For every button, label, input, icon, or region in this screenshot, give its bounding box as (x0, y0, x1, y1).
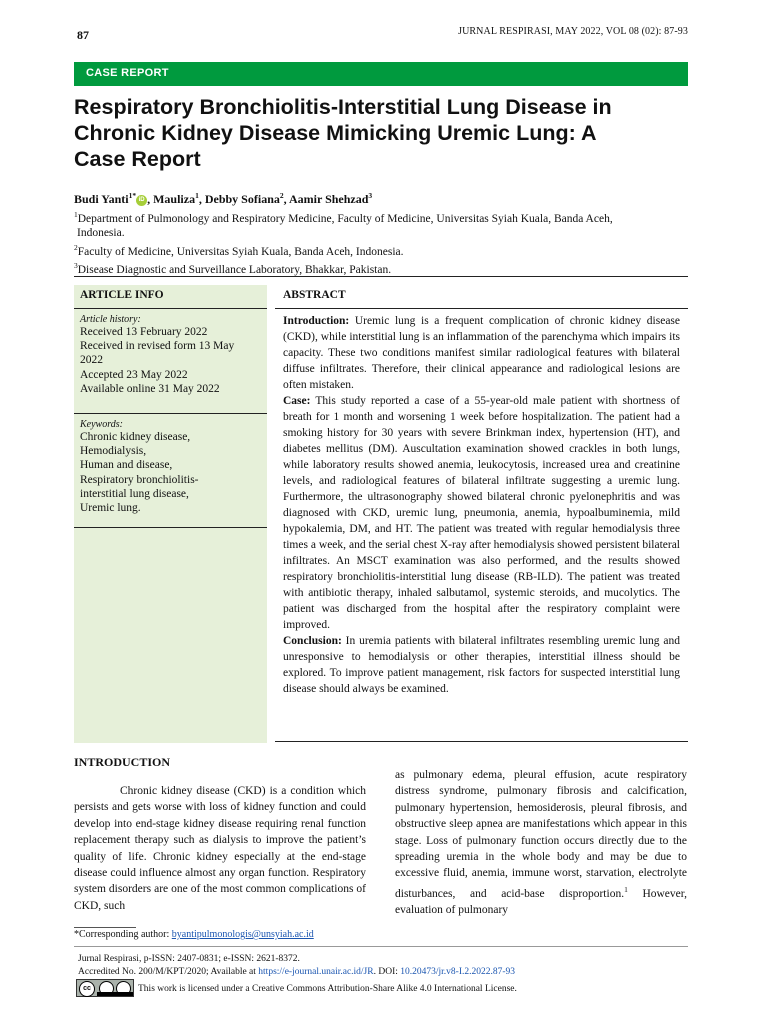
abstract-label: Case: (283, 395, 311, 407)
keyword-item: Uremic lung. (80, 502, 141, 515)
affiliation (74, 226, 694, 241)
article-info-heading: ARTICLE INFO (80, 289, 164, 301)
abstract-label: Conclusion: (283, 635, 342, 647)
keyword-item: Hemodialysis, (80, 445, 147, 458)
affiliation-sup: 2 (74, 242, 78, 252)
abstract-text: Uremic lung is a frequent complication of chronic kidney disease (CKD), while interstitial lung is an inflammation of the parenchyma which impairs its capacity. These two conditions manifest similar radiological features with bilateral diffuse infiltrates. Therefore, their clinical appearance and radiological lesions are often mistaken. (283, 315, 680, 391)
journal-header: JURNAL RESPIRASI, MAY 2022, VOL 08 (02): 87-93 (458, 26, 688, 37)
page-number: 87 (77, 28, 89, 42)
divider (74, 276, 688, 277)
author-email-link[interactable]: byantipulmonologis@unsyiah.ac.id (171, 929, 314, 940)
author-sup: 3 (368, 191, 373, 200)
author-sup: 1 (195, 191, 199, 200)
reference-sup[interactable]: 1 (624, 884, 628, 894)
history-item: Accepted 23 May 2022 (80, 368, 188, 381)
author-list (74, 191, 372, 207)
abstract-text: This study reported a case of a 55-year-old male patient with shortness of breath for 1 month and worsening 1 week before hospitalization. The patient had a smoking history for 30 years with severe Brinkman index, hypertension (HT), and diabetes mellitus (DM). Auscultation examination showed crackles in both lungs, while laboratory results showed anemia, leukocytosis, increased urea and creatinine levels, and radiological features of bilateral infiltrate suggesting a uremic lung. Furthermore, the ultrasonography showed bilateral chronic pyelonephritis and was diagnosed with CKD, uremic lung, pneumonia, anemia, hypoalbuminemia, mild hypokalemia, DM, and HT. The patient was treated with regular hemodialysis three times a week, and the serial chest X-ray after hemodialysis showed persistent bilateral infiltrates. An MSCT examination was also performed, and the results showed respiratory bronchiolitis-interstitial lung disease (RB-ILD). The patient was treated with antibiotic therapy, inhaled salbutamol, systemic steroids, and mucolytics. The patient was discharged from the hospital after the respiratory complaint were improved. (283, 395, 680, 631)
footer-license: This work is licensed under a Creative Commons Attribution-Share Alike 4.0 International License. (138, 984, 517, 994)
footer-text: Accredited No. 200/M/KPT/2020; Available at (78, 967, 259, 977)
affiliation-sup: 1 (74, 210, 78, 219)
abstract-conclusion (283, 633, 680, 697)
banner-label: CASE REPORT (86, 67, 169, 79)
divider (74, 308, 267, 309)
author-sup: 1* (128, 191, 137, 200)
divider (275, 308, 688, 309)
keywords (80, 419, 265, 515)
title-line-1: Respiratory Bronchiolitis-Interstitial Lung Disease in (74, 95, 612, 119)
divider (74, 527, 267, 528)
intro-paragraph: Chronic kidney disease (CKD) is a condition which persists and gets worse with loss of kidney function and could develop into end-stage kidney disease requiring renal function replacement therapy such as dialysis to improve the patient’s quality of life. Chronic kidney especially at the end-stage disease could influence almost any organ function. Respiratory system disorders are one of the most common complications of CKD, such (74, 785, 366, 912)
doi-link[interactable]: 10.20473/jr.v8-I.2.2022.87-93 (400, 967, 516, 977)
abstract-body (283, 313, 680, 697)
article-history (80, 314, 265, 396)
corresponding-author-footnote (74, 929, 314, 940)
keyword-item: Human and disease, (80, 459, 173, 472)
affiliations (74, 208, 694, 277)
footer-divider (74, 946, 688, 947)
title-line-3: Case Report (74, 147, 201, 171)
journal-url-link[interactable]: https://e-journal.unair.ac.id/JR (258, 967, 374, 977)
affiliation-text: Indonesia. (77, 227, 125, 240)
orcid-icon[interactable]: iD (136, 195, 147, 206)
cc-by-sa-icon[interactable] (76, 979, 134, 997)
keyword-item: Chronic kidney disease, (80, 431, 191, 443)
article-title (74, 94, 694, 172)
license-strip (97, 992, 133, 996)
affiliation-text: Faculty of Medicine, Universitas Syiah Kuala, Banda Aceh, Indonesia. (77, 245, 404, 258)
intro-text: as pulmonary edema, pleural effusion, acute respiratory distress syndrome, pulmonary fibrosis and calcification, pulmonary hypertension, hemosiderosis, pleural fibrosis, and obstructive sleep apnea are manifestations which appear in this stage. Loss of pulmonary function occurs directly due to the spreading uremia in the whole body and may be due to excessive fluid, anemia, immune worst, starvation, electrolyte disturbances, and acid-base disproportion. (395, 769, 687, 900)
history-item: Received in revised form 13 May (80, 340, 235, 353)
keywords-label: Keywords: (80, 419, 123, 430)
history-label: Article history: (80, 314, 141, 325)
footer-accreditation (78, 966, 515, 979)
introduction-left-column (74, 783, 366, 914)
title-line-2: Chronic Kidney Disease Mimicking Uremic Lung: A (74, 121, 597, 145)
abstract-heading: ABSTRACT (283, 289, 346, 301)
introduction-heading: INTRODUCTION (74, 755, 171, 769)
intro-text: However, evaluation of pulmonary (395, 887, 688, 917)
affiliation (74, 241, 694, 259)
author-name: , Mauliza (147, 192, 196, 206)
abstract-introduction (283, 313, 680, 393)
affiliation-text: Department of Pulmonology and Respiratory Medicine, Faculty of Medicine, Universitas Syiah Kuala, Banda Aceh, (77, 212, 613, 225)
case-report-banner (74, 62, 688, 86)
history-item: Received 13 February 2022 (80, 326, 208, 338)
footnote-rule (74, 927, 136, 928)
affiliation (74, 259, 694, 277)
abstract-text: In uremia patients with bilateral infiltrates resembling uremic lung and unresponsive to hemodialysis or other therapies, interstitial illness should be explored. To improve patient management, risk factors for suspected interstitial lung disease should always be examined. (283, 635, 680, 695)
keyword-item: interstitial lung disease, (80, 487, 189, 500)
cc-icon: cc (79, 981, 95, 997)
author-sup: 2 (279, 191, 284, 200)
abstract-label: Introduction: (283, 315, 350, 327)
author-name: , Aamir Shehzad (283, 192, 369, 206)
intro-paragraph (395, 767, 687, 918)
history-item: 2022 (80, 354, 103, 367)
introduction-right-column (395, 767, 687, 918)
affiliation-sup: 3 (74, 261, 78, 271)
history-item: Available online 31 May 2022 (80, 382, 220, 395)
affiliation (74, 208, 694, 226)
footer-text: . DOI: (373, 967, 401, 977)
footnote-label: *Corresponding author: (74, 929, 172, 940)
keyword-item: Respiratory bronchiolitis- (80, 473, 199, 486)
divider (74, 413, 267, 414)
affiliation-text: Disease Diagnostic and Surveillance Laboratory, Bhakkar, Pakistan. (77, 263, 392, 276)
abstract-case (283, 393, 680, 633)
author-name: , Debby Sofiana (198, 192, 280, 206)
divider (275, 741, 688, 742)
author-name: Budi Yanti (74, 192, 129, 206)
footer-issn: Jurnal Respirasi, p-ISSN: 2407-0831; e-ISSN: 2621-8372. (78, 954, 300, 964)
